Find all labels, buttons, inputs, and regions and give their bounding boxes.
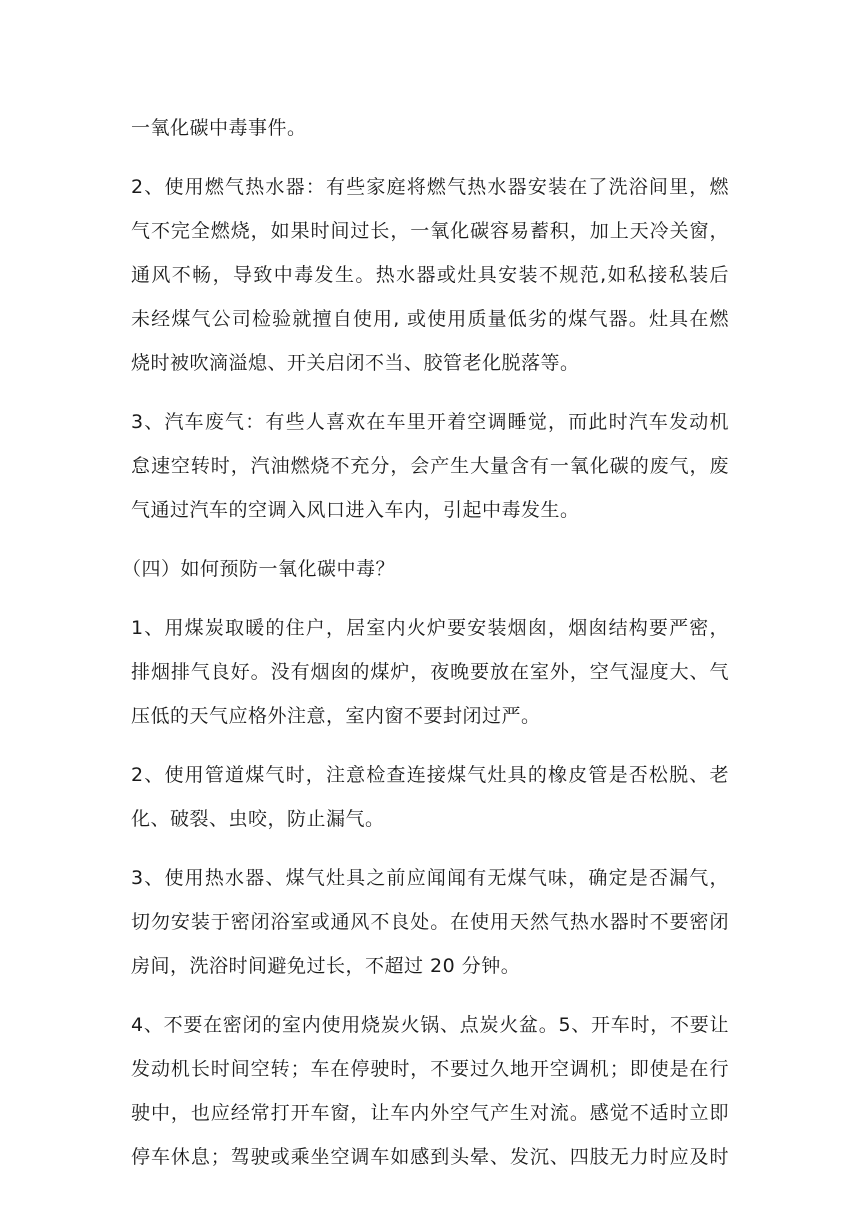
paragraph-gas-water-heater bbox=[131, 165, 729, 385]
paragraph-charcoal-and-driving bbox=[131, 1003, 729, 1179]
text-line: 房间，洗浴时间避免过长，不超过 20 分钟。 bbox=[131, 955, 521, 977]
text-line: 通风不畅，导致中毒发生。热水器或灶具安装不规范,如私接私装后 bbox=[131, 264, 729, 286]
text-line: 气通过汽车的空调入风口进入车内，引起中毒发生。 bbox=[131, 499, 580, 521]
section-heading-text: （四）如何预防一氧化碳中毒？ bbox=[122, 558, 396, 580]
paragraph-pipeline-gas bbox=[131, 753, 729, 841]
text-line: 未经煤气公司检验就擅自使用, 或使用质量低劣的煤气器。灶具在燃 bbox=[131, 308, 729, 330]
text-line: 气不完全燃烧，如果时间过长，一氧化碳容易蓄积，加上天冷关窗， bbox=[131, 220, 729, 242]
text-line: 化、破裂、虫咬，防止漏气。 bbox=[131, 808, 385, 830]
paragraph-car-exhaust bbox=[131, 400, 729, 532]
text-line: 2、使用管道煤气时，注意检查连接煤气灶具的橡皮管是否松脱、老 bbox=[131, 764, 729, 786]
text-line: 压低的天气应格外注意，室内窗不要封闭过严。 bbox=[131, 705, 541, 727]
text-line: 3、汽车废气：有些人喜欢在车里开着空调睡觉，而此时汽车发动机 bbox=[131, 411, 729, 433]
document-body bbox=[122, 106, 729, 1179]
text-line: 烧时被吹滴溢熄、开关启闭不当、胶管老化脱落等。 bbox=[131, 352, 580, 374]
paragraph-heater-check bbox=[131, 856, 729, 988]
paragraph-intro-tail bbox=[131, 106, 729, 150]
text-line: 1、用煤炭取暖的住户，居室内火炉要安装烟囱，烟囱结构要严密， bbox=[131, 617, 729, 639]
text-line: 怠速空转时，汽油燃烧不充分，会产生大量含有一氧化碳的废气，废 bbox=[131, 455, 729, 477]
text-line: 4、不要在密闭的室内使用烧炭火锅、点炭火盆。5、开车时，不要让 bbox=[131, 1014, 729, 1036]
text-line: 驶中，也应经常打开车窗，让车内外空气产生对流。感觉不适时立即 bbox=[131, 1102, 729, 1124]
section-heading bbox=[122, 547, 729, 591]
text-line: 一氧化碳中毒事件。 bbox=[131, 117, 307, 139]
text-line: 发动机长时间空转；车在停驶时，不要过久地开空调机；即使是在行 bbox=[131, 1058, 729, 1080]
text-line: 排烟排气良好。没有烟囱的煤炉，夜晚要放在室外，空气湿度大、气 bbox=[131, 661, 729, 683]
text-line: 切勿安装于密闭浴室或通风不良处。在使用天然气热水器时不要密闭 bbox=[131, 911, 729, 933]
paragraph-coal-heating bbox=[131, 606, 729, 738]
text-line: 2、使用燃气热水器：有些家庭将燃气热水器安装在了洗浴间里，燃 bbox=[131, 176, 729, 198]
text-line: 停车休息；驾驶或乘坐空调车如感到头晕、发沉、四肢无力时应及时 bbox=[131, 1146, 729, 1168]
text-line: 3、使用热水器、煤气灶具之前应闻闻有无煤气味，确定是否漏气， bbox=[131, 867, 729, 889]
